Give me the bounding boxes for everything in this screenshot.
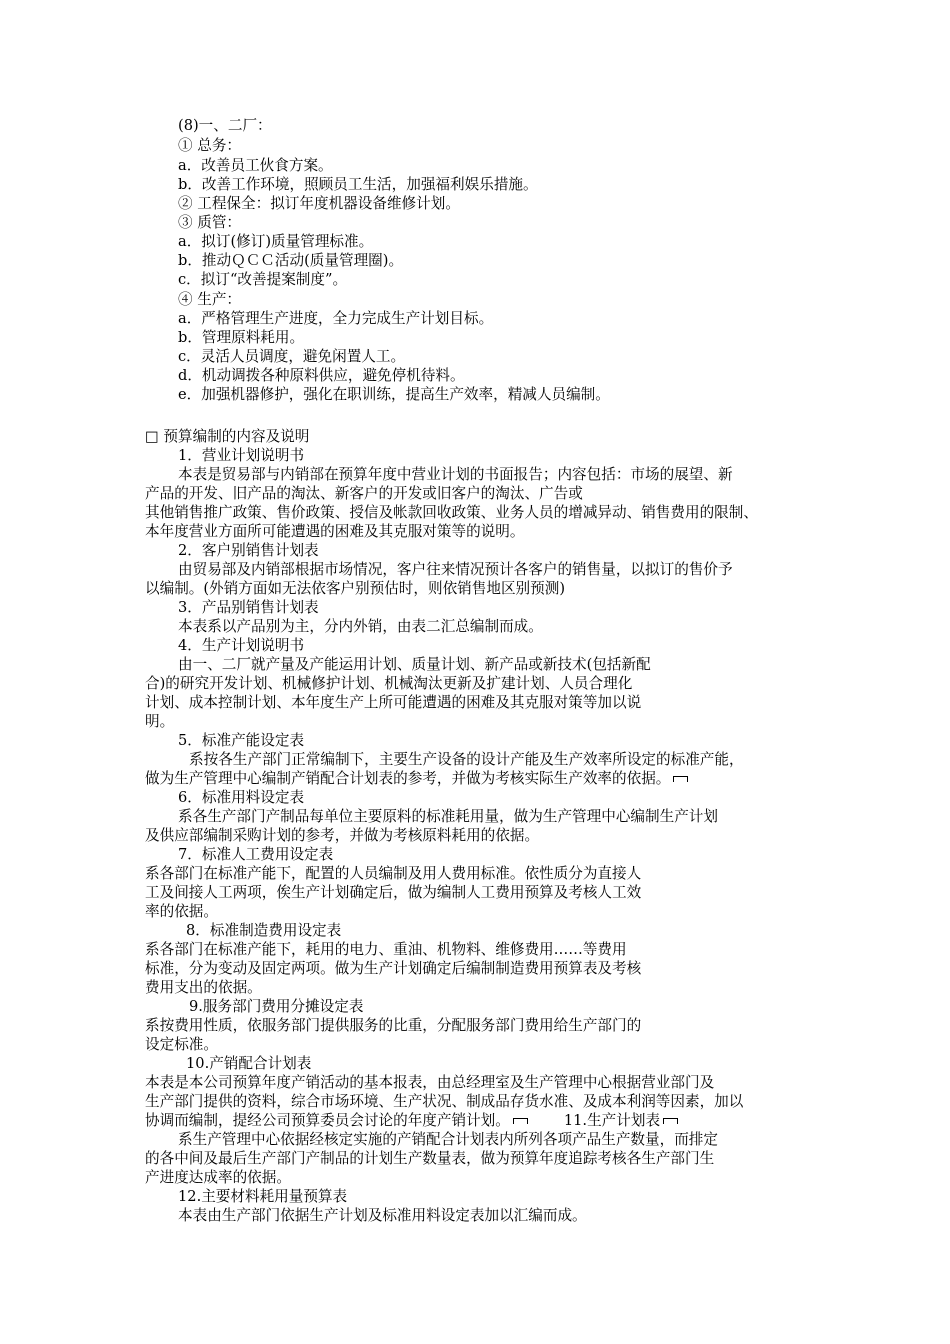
item-heading: 3．产品别销售计划表 [178,599,319,616]
paragraph-line: 产品的开发、旧产品的淘汰、新客户的开发或旧客户的淘汰、广告或 [145,485,583,502]
paragraph-line: 以编制。(外销方面如无法依客户别预估时，则依销售地区别预测) [145,580,566,597]
paragraph-line: 本表系以产品别为主，分内外销，由表二汇总编制而成。 [178,618,543,635]
paragraph-line: 产进度达成率的依据。 [145,1169,291,1186]
subsection-heading: ① 总务： [178,137,242,154]
list-item: b．改善工作环境，照顾员工生活，加强福利娱乐措施。 [178,176,538,193]
footnote-mark-icon [673,776,688,782]
paragraph-line: 的各中间及最后生产部门产制品的计划生产数量表，做为预算年度追踪考核各生产部门生 [145,1150,715,1167]
list-item: a．严格管理生产进度，全力完成生产计划目标。 [178,310,494,327]
section-heading: (8)一、二厂： [178,117,272,134]
item-heading: 12.主要材料耗用量预算表 [178,1188,348,1205]
item-heading: 10.产销配合计划表 [186,1055,312,1072]
paragraph-line: 率的依据。 [145,903,218,920]
paragraph-line: 系按各生产部门正常编制下，主要生产设备的设计产能及生产效率所设定的标准产能， [189,751,744,768]
list-item: e．加强机器修护，强化在职训练，提高生产效率，精减人员编制。 [178,386,610,403]
item-heading: 11.生产计划表 [563,1112,661,1129]
list-item: a．改善员工伙食方案。 [178,157,333,174]
section-title: □ 预算编制的内容及说明 [145,428,310,445]
paragraph-line: 标准，分为变动及固定两项。做为生产计划确定后编制制造费用预算表及考核 [145,960,642,977]
item-heading: 1．营业计划说明书 [178,447,305,464]
item-heading: 2．客户别销售计划表 [178,542,319,559]
footnote-mark-icon [513,1118,528,1124]
list-item: a．拟订(修订)质量管理标准。 [178,233,374,250]
subsection-heading: ② 工程保全：拟订年度机器设备维修计划。 [178,195,460,212]
item-heading: 6．标准用料设定表 [178,789,305,806]
subsection-heading: ③ 质管： [178,214,242,231]
item-heading: 4．生产计划说明书 [178,637,305,654]
paragraph-line: 工及间接人工两项，俟生产计划确定后，做为编制人工费用预算及考核人工效 [145,884,642,901]
paragraph-line: 系各部门在标准产能下，配置的人员编制及用人费用标准。依性质分为直接人 [145,865,642,882]
list-item: b．管理原料耗用。 [178,329,305,346]
paragraph-line: 及供应部编制采购计划的参考，并做为考核原料耗用的依据。 [145,827,540,844]
footnote-mark-icon [663,1118,678,1124]
item-heading: 9.服务部门费用分摊设定表 [189,998,364,1015]
subsection-heading: ④ 生产： [178,291,242,308]
paragraph-line: 计划、成本控制计划、本年度生产上所可能遭遇的困难及其克服对策等加以说 [145,694,642,711]
paragraph-text: 协调而编制，提经公司预算委员会讨论的年度产销计划。 [145,1112,510,1129]
paragraph-line: 其他销售推广政策、售价政策、授信及帐款回收政策、业务人员的增减异动、销售费用的限制、 [145,504,758,521]
item-heading: 5．标准产能设定表 [178,732,305,749]
paragraph-line: 由贸易部及内销部根据市场情况，客户往来情况预计各客户的销售量，以拟订的售价予 [178,561,733,578]
paragraph-line: 本年度营业方面所可能遭遇的困难及其克服对策等的说明。 [145,523,525,540]
paragraph-line: 本表是本公司预算年度产销活动的基本报表，由总经理室及生产管理中心根据营业部门及 [145,1074,715,1091]
paragraph-line: 系各生产部门产制品每单位主要原料的标准耗用量，做为生产管理中心编制生产计划 [178,808,718,825]
paragraph-line: 生产部门提供的资料，综合市场环境、生产状况、制成品存货水准、及成本利润等因素，加以 [145,1093,744,1110]
list-item: c．灵活人员调度，避免闲置人工。 [178,348,406,365]
item-heading: 8．标准制造费用设定表 [186,922,342,939]
paragraph-line: 本表由生产部门依据生产计划及标准用料设定表加以汇编而成。 [178,1207,587,1224]
paragraph-line: 系各部门在标准产能下，耗用的电力、重油、机物料、维修费用……等费用 [145,941,627,958]
paragraph-line: 由一、二厂就产量及产能运用计划、质量计划、新产品或新技术(包括新配 [178,656,651,673]
list-item: b．推动ＱＣＣ活动(质量管理圈)。 [178,252,404,269]
paragraph-line: 本表是贸易部与内销部在预算年度中营业计划的书面报告；内容包括：市场的展望、新 [178,466,733,483]
list-item: d．机动调拨各种原料供应，避免停机待料。 [178,367,465,384]
paragraph-line: 系生产管理中心依据经核定实施的产销配合计划表内所列各项产品生产数量，而排定 [178,1131,718,1148]
paragraph-line [145,769,688,789]
paragraph-line: 合)的研究开发计划、机械修护计划、机械淘汰更新及扩建计划、人员合理化 [145,675,633,692]
paragraph-line: 系按费用性质，依服务部门提供服务的比重，分配服务部门费用给生产部门的 [145,1017,642,1034]
paragraph-text: 做为生产管理中心编制产销配合计划表的参考，并做为考核实际生产效率的依据。 [145,770,671,787]
paragraph-line: 费用支出的依据。 [145,979,262,996]
item-heading: 7．标准人工费用设定表 [178,846,334,863]
paragraph-line: 明。 [145,713,175,730]
paragraph-line: 设定标准。 [145,1036,218,1053]
list-item: c．拟订“改善提案制度”。 [178,271,348,288]
paragraph-line [145,1111,678,1131]
